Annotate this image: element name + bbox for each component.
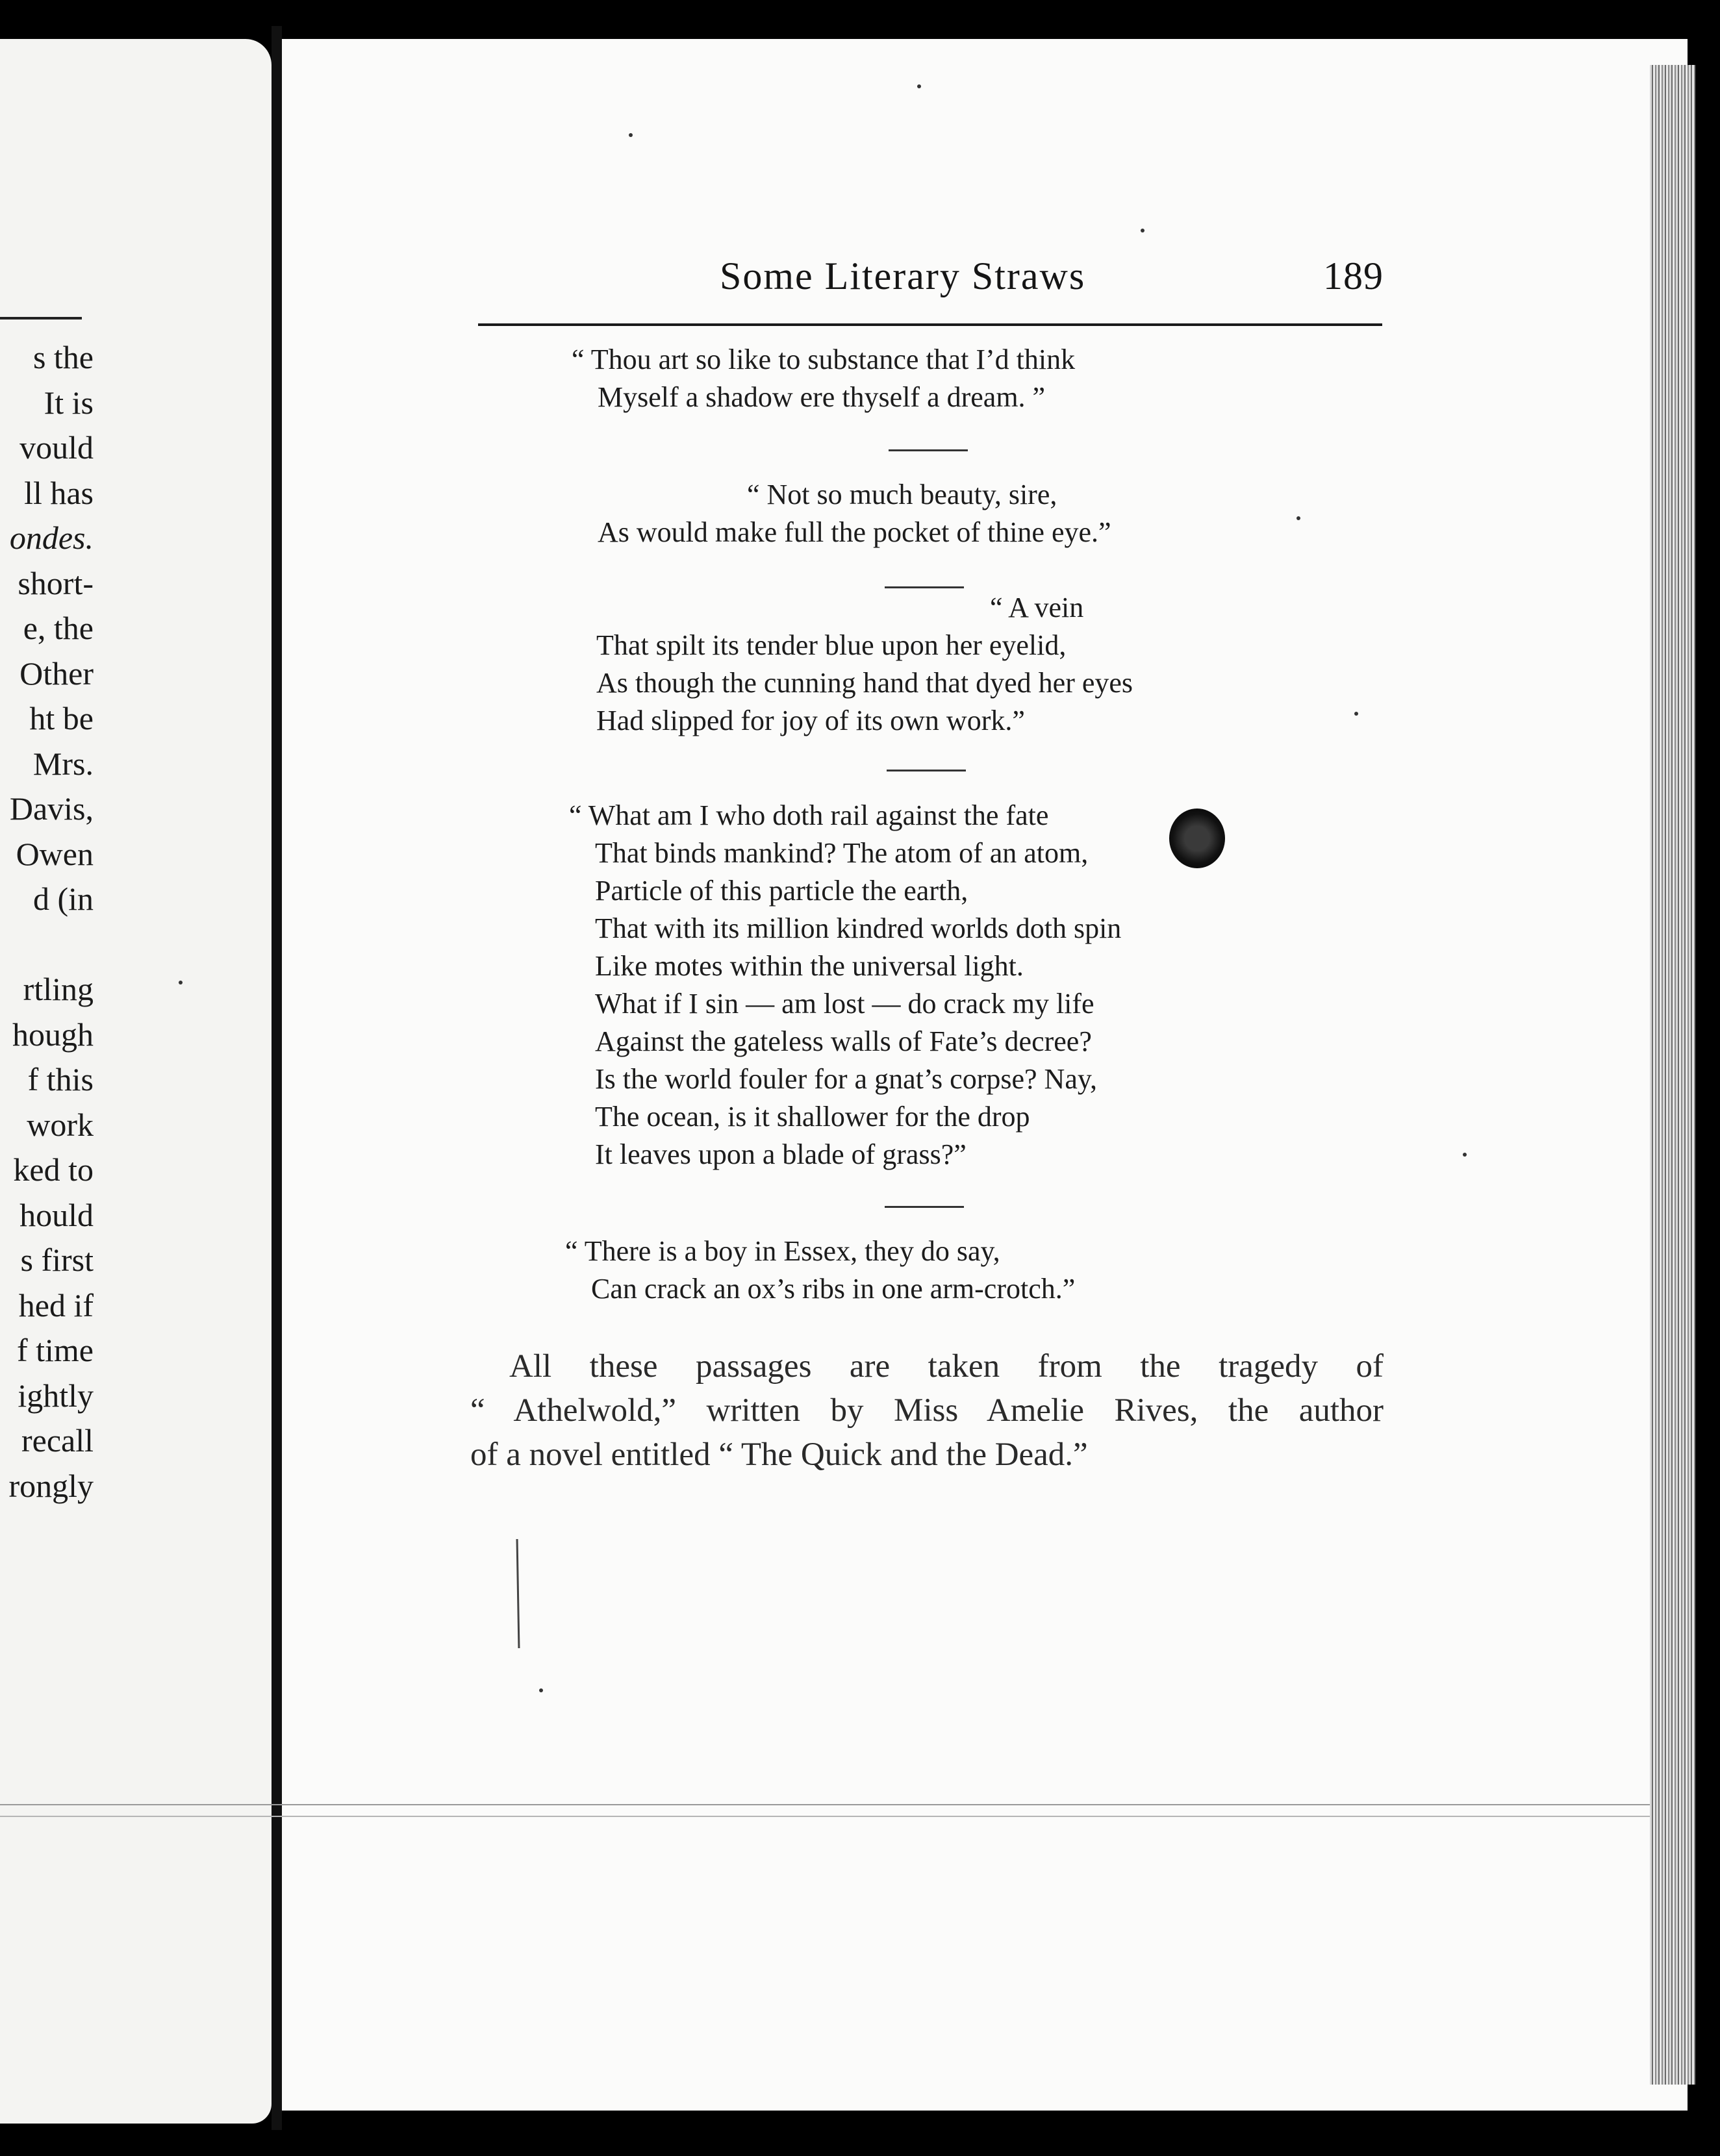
dust-speck	[629, 133, 633, 137]
quote-block	[598, 476, 1111, 551]
running-head	[481, 250, 1384, 308]
left-line: f this	[27, 1061, 94, 1097]
verse-line: Particle of this particle the earth,	[595, 875, 968, 907]
page-edges	[1650, 65, 1695, 2085]
verse-line: Can crack an ox’s ribs in one arm-crotch.”	[591, 1273, 1076, 1305]
left-line: ondes.	[9, 520, 94, 556]
quote-separator	[887, 770, 966, 771]
verse-line: That binds mankind? The atom of an atom,	[595, 837, 1089, 869]
page-number: 189	[1323, 255, 1384, 297]
left-line: hould	[19, 1196, 94, 1233]
left-line: rongly	[8, 1467, 94, 1504]
dust-speck	[1463, 1153, 1467, 1157]
running-head-title: Some Literary Straws	[720, 255, 1086, 297]
verse-line: That spilt its tender blue upon her eyelid,	[596, 629, 1067, 661]
verse-line: “ What am I who doth rail against the fate	[569, 799, 1049, 831]
quote-block	[572, 341, 1075, 416]
verse-line: Against the gateless walls of Fate’s decree?	[595, 1025, 1092, 1057]
verse-line: Had slipped for joy of its own work.”	[596, 705, 1025, 736]
prose-line: All these passages are taken from the tragedy of	[509, 1348, 1384, 1385]
left-line: hed if	[18, 1286, 94, 1323]
prose-line: “ Athelwold,” written by Miss Amelie Rives, the author	[470, 1392, 1384, 1429]
left-line: Owen	[16, 835, 94, 872]
left-line: ht be	[29, 700, 94, 736]
verse-line: It leaves upon a blade of grass?”	[595, 1138, 967, 1170]
left-page-rule	[0, 317, 82, 320]
quote-block	[569, 797, 1121, 1173]
prose-line: of a novel entitled “ The Quick and the Dead.”	[470, 1436, 1088, 1473]
left-line: work	[27, 1106, 94, 1143]
quote-separator	[885, 1206, 964, 1208]
left-line: Mrs.	[32, 745, 94, 782]
quote-block	[596, 589, 1133, 740]
left-line: ll has	[24, 474, 94, 511]
left-line: hough	[12, 1016, 94, 1053]
verse-line: What if I sin — am lost — do crack my life	[595, 988, 1094, 1020]
verse-line: “ Not so much beauty, sire,	[747, 479, 1057, 510]
quote-separator	[885, 586, 964, 588]
left-line: ightly	[18, 1377, 94, 1414]
verse-line: “ There is a boy in Essex, they do say,	[565, 1235, 1000, 1267]
dust-speck	[539, 1688, 543, 1692]
verse-line: Like motes within the universal light.	[595, 950, 1024, 982]
verse-line: The ocean, is it shallower for the drop	[595, 1101, 1030, 1133]
quote-block	[565, 1233, 1075, 1308]
left-line: ked to	[13, 1151, 94, 1188]
quote-separator	[889, 449, 968, 451]
verse-line: As though the cunning hand that dyed her eyes	[596, 667, 1133, 699]
verse-line: Myself a shadow ere thyself a dream. ”	[598, 381, 1046, 413]
left-line-gap	[8, 922, 94, 968]
left-line: s the	[32, 339, 94, 375]
dust-speck	[917, 84, 921, 88]
left-line: short-	[18, 564, 94, 601]
prose-paragraph	[470, 1344, 1384, 1477]
verse-line: “ Thou art so like to substance that I’d think	[572, 344, 1076, 375]
dust-speck	[1354, 712, 1358, 716]
verse-line: That with its million kindred worlds doth spin	[595, 912, 1122, 944]
verse-line: “ A vein	[990, 592, 1084, 623]
left-line: f time	[16, 1332, 94, 1368]
left-line: e, the	[23, 610, 94, 646]
verse-line: As would make full the pocket of thine eye.”	[598, 516, 1111, 548]
ink-blot	[1169, 808, 1225, 868]
left-page-text	[8, 335, 94, 1509]
running-head-rule	[478, 323, 1382, 326]
left-line: rtling	[23, 971, 94, 1007]
page-crease	[0, 1804, 1650, 1817]
left-line: recall	[21, 1422, 94, 1459]
left-line: Other	[19, 655, 94, 692]
left-line: It is	[44, 384, 94, 421]
left-line: d (in	[32, 881, 94, 917]
dust-speck	[1296, 516, 1300, 520]
dust-speck	[179, 981, 183, 984]
left-line: s first	[20, 1242, 94, 1278]
verse-line: Is the world fouler for a gnat’s corpse? Nay,	[595, 1063, 1097, 1095]
left-line: vould	[19, 429, 94, 466]
dust-speck	[1141, 229, 1145, 232]
left-line: Davis,	[9, 790, 94, 827]
